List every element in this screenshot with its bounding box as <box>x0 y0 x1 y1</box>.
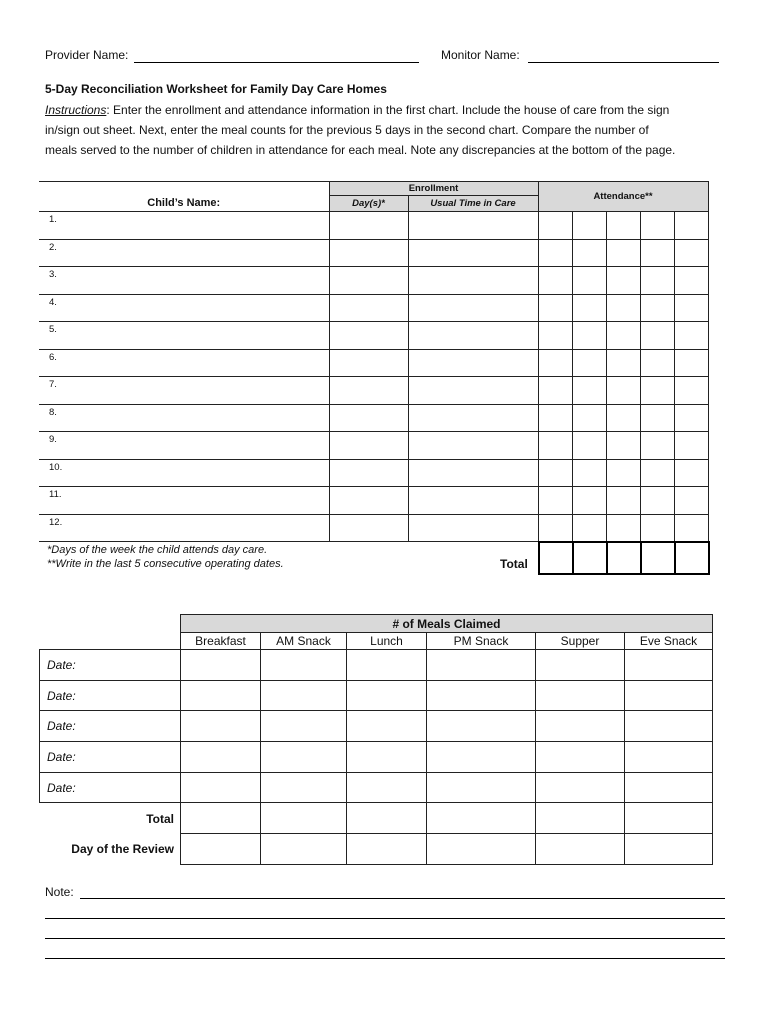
attendance-cell[interactable] <box>538 294 572 322</box>
attendance-cell[interactable] <box>606 322 640 350</box>
days-cell[interactable] <box>329 239 408 267</box>
attendance-cell[interactable] <box>674 377 708 405</box>
instructions-line-2: in/sign out sheet. Next, enter the meal counts for the previous 5 days in the second chart. Compare the number of <box>45 123 649 137</box>
meal-count-cell[interactable] <box>181 803 261 834</box>
table-row <box>39 432 708 460</box>
child-name-cell[interactable]: 6. <box>39 349 329 377</box>
attendance-cell[interactable] <box>572 432 606 460</box>
date-input[interactable] <box>86 680 181 711</box>
days-cell[interactable] <box>329 459 408 487</box>
attendance-cell[interactable] <box>674 432 708 460</box>
table-row <box>39 349 708 377</box>
attendance-cell[interactable] <box>674 514 708 542</box>
attendance-cell[interactable] <box>538 239 572 267</box>
attendance-cell[interactable] <box>572 267 606 295</box>
meal-count-cell[interactable] <box>181 650 261 681</box>
instructions-line-1 <box>45 103 669 117</box>
attendance-cell[interactable] <box>572 487 606 515</box>
meal-count-cell[interactable] <box>181 680 261 711</box>
table-row <box>39 294 708 322</box>
attendance-cell[interactable] <box>538 404 572 432</box>
usual-time-cell[interactable] <box>408 212 538 240</box>
worksheet-title: 5-Day Reconciliation Worksheet for Family Day Care Homes <box>45 82 387 96</box>
meal-count-cell[interactable] <box>427 680 536 711</box>
attendance-cell[interactable] <box>640 432 674 460</box>
enrollment-total-label: Total <box>500 557 528 571</box>
attendance-cell[interactable] <box>640 294 674 322</box>
meal-count-cell[interactable] <box>347 650 427 681</box>
table-row <box>39 322 708 350</box>
meal-count-cell[interactable] <box>427 711 536 742</box>
meal-count-cell[interactable] <box>536 680 625 711</box>
date-row <box>40 711 713 742</box>
review-day-row-label: Day of the Review <box>71 841 174 856</box>
meal-count-cell[interactable] <box>625 680 713 711</box>
date-label: Date: <box>40 772 86 803</box>
attendance-cell[interactable] <box>606 514 640 542</box>
usual-time-header: Usual Time in Care <box>408 196 538 212</box>
attendance-cell[interactable] <box>538 349 572 377</box>
instructions-line-3: meals served to the number of children in attendance for each meal. Note any discrepancies at the bottom of the page. <box>45 143 676 157</box>
meal-count-cell[interactable] <box>261 803 347 834</box>
usual-time-cell[interactable] <box>408 404 538 432</box>
attendance-cell[interactable] <box>538 267 572 295</box>
meals-corner-2 <box>40 633 181 650</box>
table-row <box>39 487 708 515</box>
table-row <box>39 514 708 542</box>
child-name-cell[interactable]: 7. <box>39 377 329 405</box>
usual-time-cell[interactable] <box>408 432 538 460</box>
meal-column-header: PM Snack <box>427 633 536 650</box>
table-row <box>39 377 708 405</box>
days-cell[interactable] <box>329 267 408 295</box>
meal-count-cell[interactable] <box>536 803 625 834</box>
attendance-cell[interactable] <box>674 322 708 350</box>
days-cell[interactable] <box>329 377 408 405</box>
usual-time-cell[interactable] <box>408 377 538 405</box>
child-name-cell[interactable]: 9. <box>39 432 329 460</box>
attendance-cell[interactable] <box>640 267 674 295</box>
meal-count-cell[interactable] <box>181 711 261 742</box>
footnote-days: *Days of the week the child attends day care. <box>47 544 268 556</box>
meal-count-cell[interactable] <box>181 834 261 865</box>
monitor-name-field[interactable] <box>528 62 719 63</box>
enrollment-header: Enrollment <box>329 182 538 196</box>
meal-count-cell[interactable] <box>347 772 427 803</box>
attendance-cell[interactable] <box>606 459 640 487</box>
attendance-cell[interactable] <box>606 404 640 432</box>
date-label: Date: <box>40 711 86 742</box>
attendance-cell[interactable] <box>606 487 640 515</box>
meal-column-header: Eve Snack <box>625 633 713 650</box>
note-line[interactable] <box>45 958 725 959</box>
meals-total-row-label: Total <box>146 811 174 826</box>
footnote-dates: **Write in the last 5 consecutive operating dates. <box>47 558 284 570</box>
attendance-header: Attendance** <box>538 182 708 212</box>
child-name-cell[interactable]: 4. <box>39 294 329 322</box>
child-name-cell[interactable]: 5. <box>39 322 329 350</box>
date-label: Date: <box>40 742 86 773</box>
attendance-cell[interactable] <box>640 514 674 542</box>
meals-table <box>39 614 713 865</box>
meal-count-cell[interactable] <box>536 834 625 865</box>
meal-count-cell[interactable] <box>536 711 625 742</box>
attendance-cell[interactable] <box>640 404 674 432</box>
child-name-header-top <box>39 182 329 196</box>
attendance-cell[interactable] <box>640 349 674 377</box>
attendance-cell[interactable] <box>606 267 640 295</box>
attendance-cell[interactable] <box>674 212 708 240</box>
meal-count-cell[interactable] <box>261 711 347 742</box>
usual-time-cell[interactable] <box>408 239 538 267</box>
attendance-cell[interactable] <box>640 377 674 405</box>
attendance-cell[interactable] <box>606 239 640 267</box>
child-name-header: Child’s Name: <box>39 196 329 212</box>
table-row <box>39 212 708 240</box>
meal-column-header: Breakfast <box>181 633 261 650</box>
enrollment-table <box>39 181 709 542</box>
attendance-cell[interactable] <box>572 377 606 405</box>
table-row <box>39 404 708 432</box>
meal-count-cell[interactable] <box>427 650 536 681</box>
table-row <box>39 267 708 295</box>
provider-name-field[interactable] <box>134 62 419 63</box>
attendance-cell[interactable] <box>606 294 640 322</box>
days-cell[interactable] <box>329 212 408 240</box>
review-day-row <box>40 834 713 865</box>
attendance-cell[interactable] <box>674 294 708 322</box>
date-input[interactable] <box>86 742 181 773</box>
usual-time-cell[interactable] <box>408 487 538 515</box>
attendance-total-cell[interactable] <box>641 542 675 574</box>
child-name-cell[interactable]: 12. <box>39 514 329 542</box>
attendance-cell[interactable] <box>572 294 606 322</box>
date-row <box>40 772 713 803</box>
date-row <box>40 742 713 773</box>
note-line[interactable] <box>80 898 725 899</box>
meal-count-cell[interactable] <box>427 834 536 865</box>
date-row <box>40 680 713 711</box>
usual-time-cell[interactable] <box>408 294 538 322</box>
attendance-cell[interactable] <box>572 404 606 432</box>
meal-count-cell[interactable] <box>625 650 713 681</box>
date-label: Date: <box>40 650 86 681</box>
note-label: Note: <box>45 885 74 899</box>
attendance-cell[interactable] <box>606 377 640 405</box>
attendance-cell[interactable] <box>572 239 606 267</box>
attendance-cell[interactable] <box>640 487 674 515</box>
meals-total-row <box>40 803 713 834</box>
provider-name-label: Provider Name: <box>45 48 129 62</box>
meal-count-cell[interactable] <box>261 834 347 865</box>
meal-count-cell[interactable] <box>625 711 713 742</box>
attendance-cell[interactable] <box>538 432 572 460</box>
attendance-total-row <box>538 541 710 575</box>
meal-count-cell[interactable] <box>536 650 625 681</box>
meal-column-header: AM Snack <box>261 633 347 650</box>
meal-count-cell[interactable] <box>427 803 536 834</box>
child-name-cell[interactable]: 10. <box>39 459 329 487</box>
meal-count-cell[interactable] <box>261 772 347 803</box>
days-cell[interactable] <box>329 294 408 322</box>
days-cell[interactable] <box>329 514 408 542</box>
note-line[interactable] <box>45 918 725 919</box>
meal-count-cell[interactable] <box>427 772 536 803</box>
usual-time-cell[interactable] <box>408 459 538 487</box>
meal-count-cell[interactable] <box>625 803 713 834</box>
attendance-cell[interactable] <box>640 322 674 350</box>
days-cell[interactable] <box>329 487 408 515</box>
instructions-text-1: : Enter the enrollment and attendance information in the first chart. Include the house of care from the sign <box>106 103 670 117</box>
usual-time-cell[interactable] <box>408 349 538 377</box>
meals-claimed-header: # of Meals Claimed <box>181 615 713 633</box>
days-cell[interactable] <box>329 404 408 432</box>
attendance-cell[interactable] <box>538 212 572 240</box>
days-header: Day(s)* <box>329 196 408 212</box>
instructions-label: Instructions <box>45 103 107 117</box>
meal-count-cell[interactable] <box>347 742 427 773</box>
attendance-cell[interactable] <box>572 459 606 487</box>
meal-count-cell[interactable] <box>536 772 625 803</box>
date-input[interactable] <box>86 650 181 681</box>
attendance-cell[interactable] <box>606 349 640 377</box>
attendance-cell[interactable] <box>674 404 708 432</box>
child-name-cell[interactable]: 11. <box>39 487 329 515</box>
attendance-cell[interactable] <box>538 459 572 487</box>
meal-count-cell[interactable] <box>427 742 536 773</box>
attendance-cell[interactable] <box>538 322 572 350</box>
attendance-cell[interactable] <box>674 349 708 377</box>
meal-count-cell[interactable] <box>347 711 427 742</box>
meal-count-cell[interactable] <box>181 742 261 773</box>
meals-corner <box>40 615 181 633</box>
usual-time-cell[interactable] <box>408 322 538 350</box>
attendance-cell[interactable] <box>572 349 606 377</box>
attendance-cell[interactable] <box>640 239 674 267</box>
attendance-cell[interactable] <box>640 459 674 487</box>
attendance-cell[interactable] <box>538 487 572 515</box>
days-cell[interactable] <box>329 432 408 460</box>
child-name-cell[interactable]: 3. <box>39 267 329 295</box>
attendance-total-cell[interactable] <box>539 542 573 574</box>
usual-time-cell[interactable] <box>408 267 538 295</box>
attendance-cell[interactable] <box>674 487 708 515</box>
meal-count-cell[interactable] <box>625 772 713 803</box>
meal-count-cell[interactable] <box>261 742 347 773</box>
attendance-total-cell[interactable] <box>573 542 607 574</box>
meal-column-header: Supper <box>536 633 625 650</box>
child-name-cell[interactable]: 2. <box>39 239 329 267</box>
meal-column-header: Lunch <box>347 633 427 650</box>
meal-count-cell[interactable] <box>261 650 347 681</box>
table-row <box>39 239 708 267</box>
attendance-cell[interactable] <box>640 212 674 240</box>
date-input[interactable] <box>86 772 181 803</box>
attendance-total-cell[interactable] <box>675 542 709 574</box>
meal-count-cell[interactable] <box>536 742 625 773</box>
attendance-cell[interactable] <box>674 239 708 267</box>
attendance-cell[interactable] <box>674 459 708 487</box>
attendance-cell[interactable] <box>572 322 606 350</box>
usual-time-cell[interactable] <box>408 514 538 542</box>
days-cell[interactable] <box>329 322 408 350</box>
meal-count-cell[interactable] <box>625 742 713 773</box>
note-line[interactable] <box>45 938 725 939</box>
child-name-cell[interactable]: 1. <box>39 212 329 240</box>
days-cell[interactable] <box>329 349 408 377</box>
table-row <box>39 459 708 487</box>
attendance-cell[interactable] <box>674 267 708 295</box>
attendance-cell[interactable] <box>538 514 572 542</box>
date-row <box>40 650 713 681</box>
meal-count-cell[interactable] <box>347 680 427 711</box>
attendance-cell[interactable] <box>606 432 640 460</box>
attendance-cell[interactable] <box>538 377 572 405</box>
meal-count-cell[interactable] <box>625 834 713 865</box>
child-name-cell[interactable]: 8. <box>39 404 329 432</box>
attendance-cell[interactable] <box>606 212 640 240</box>
attendance-total-cell[interactable] <box>607 542 641 574</box>
attendance-cell[interactable] <box>572 212 606 240</box>
meal-count-cell[interactable] <box>347 834 427 865</box>
date-label: Date: <box>40 680 86 711</box>
meal-count-cell[interactable] <box>181 772 261 803</box>
meal-count-cell[interactable] <box>261 680 347 711</box>
attendance-cell[interactable] <box>572 514 606 542</box>
date-input[interactable] <box>86 711 181 742</box>
monitor-name-label: Monitor Name: <box>441 48 520 62</box>
meal-count-cell[interactable] <box>347 803 427 834</box>
